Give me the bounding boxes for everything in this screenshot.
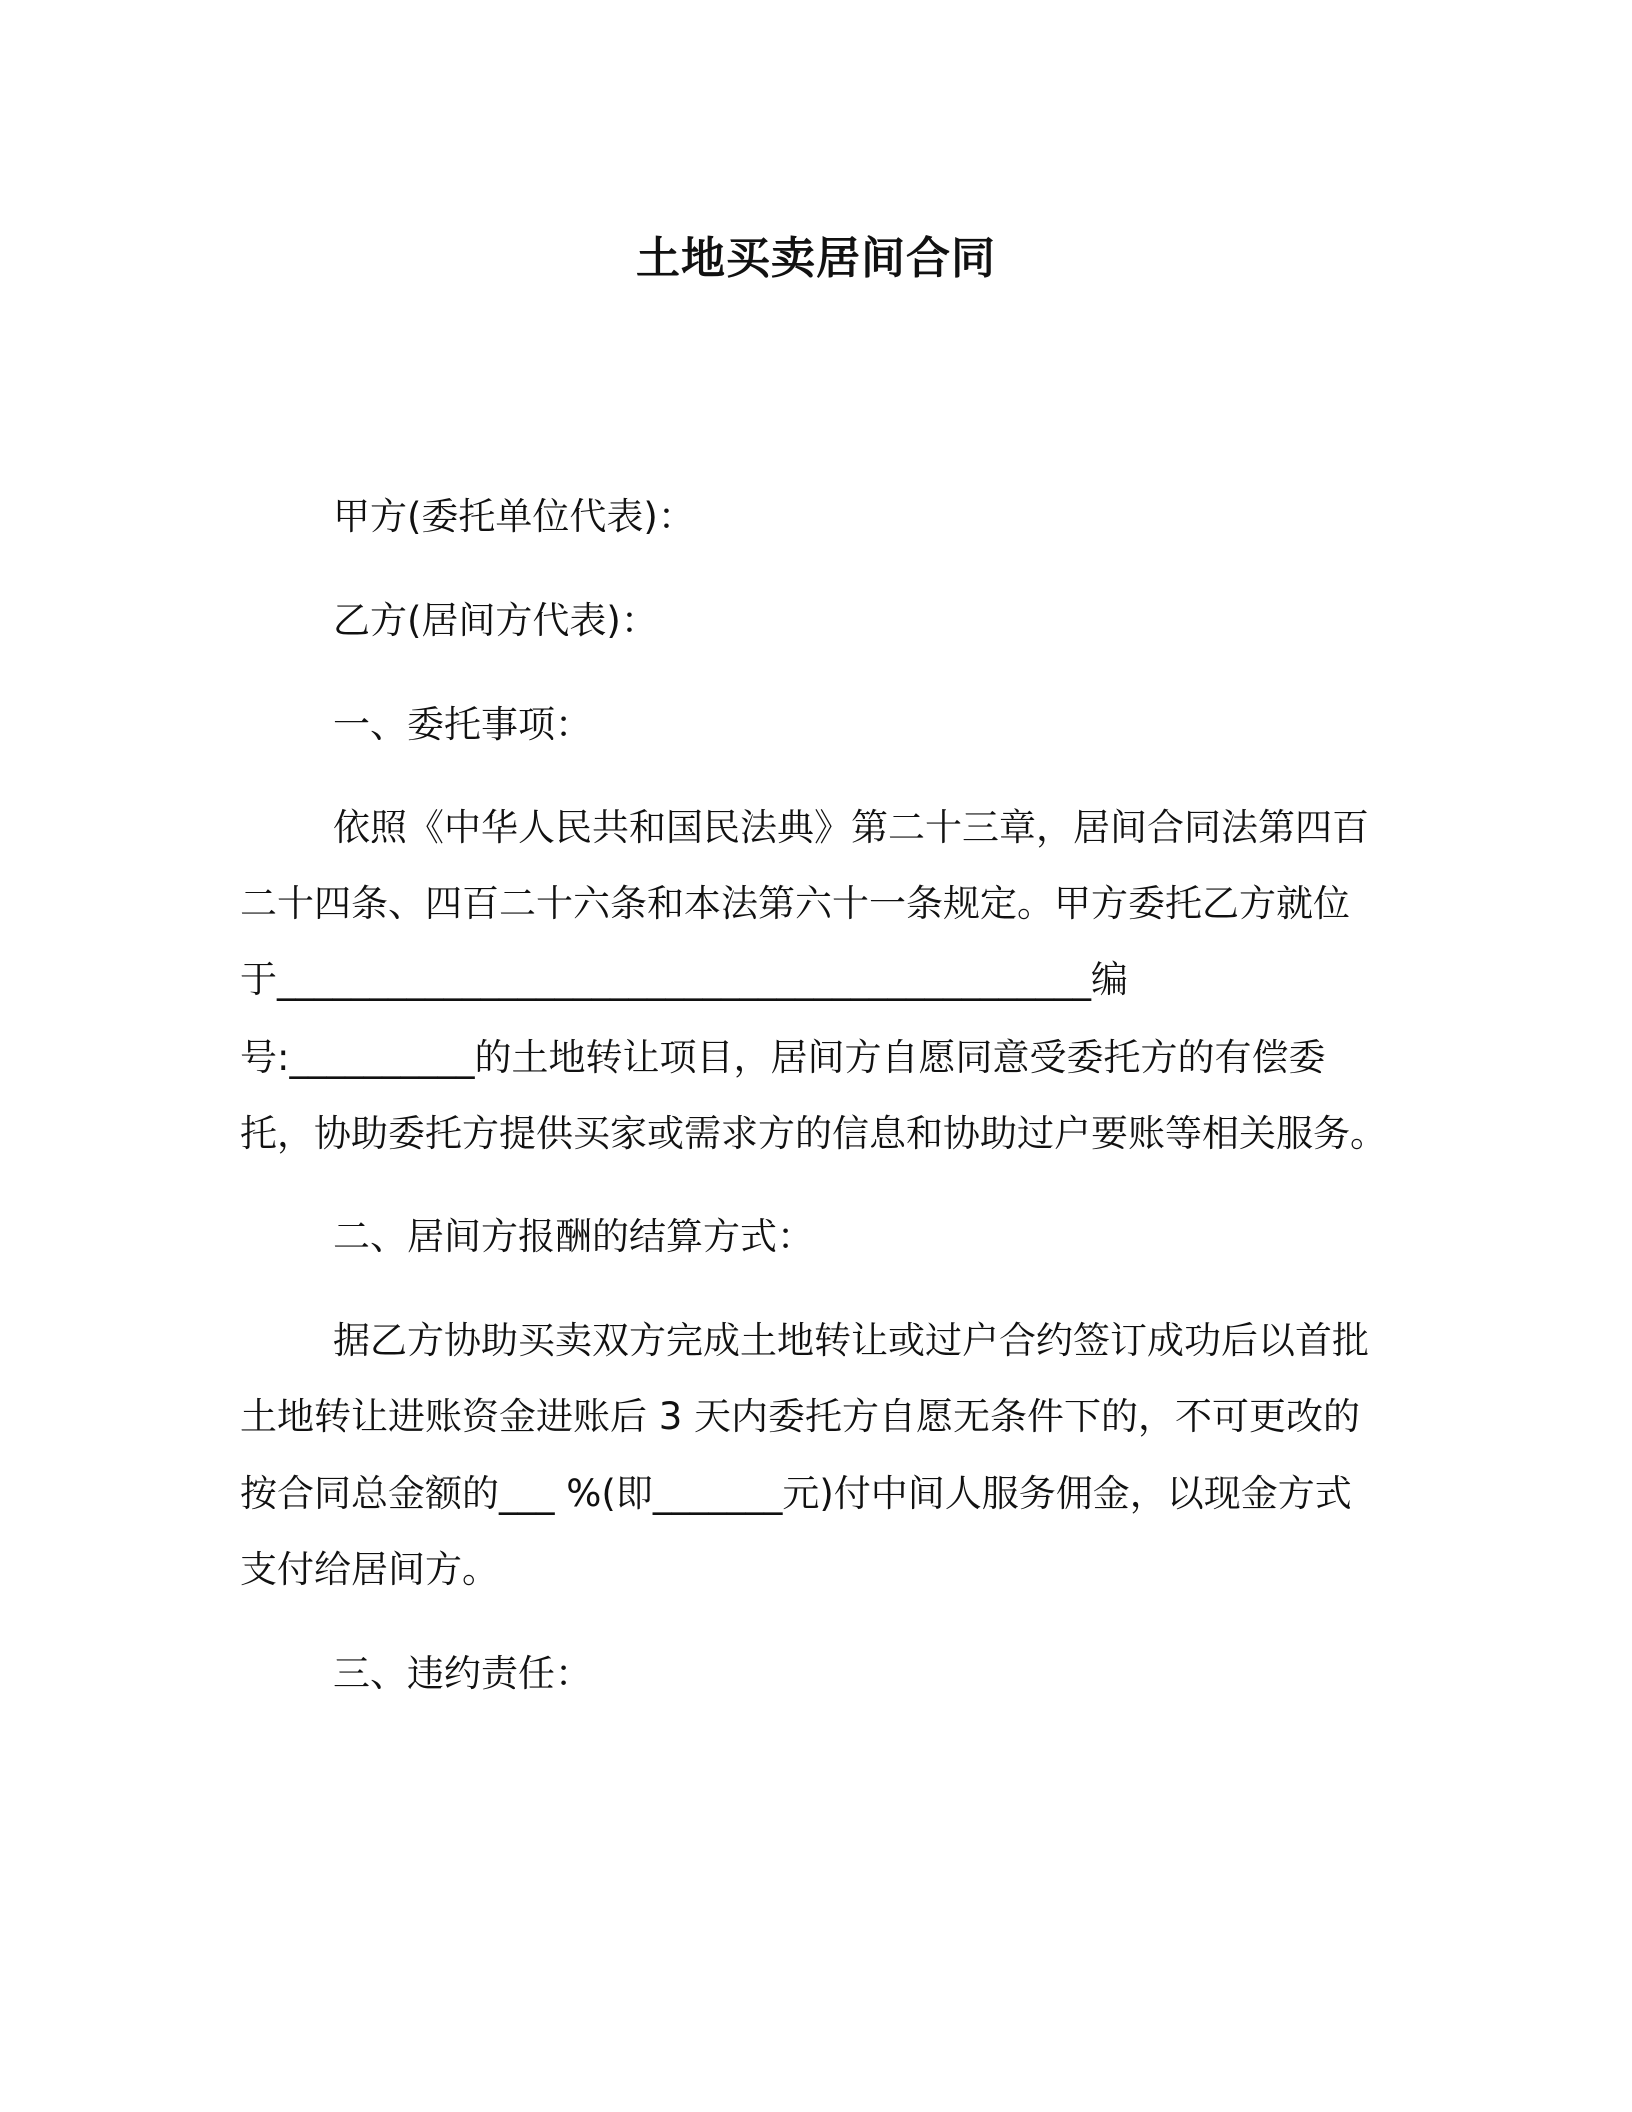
section-2-paragraph-line: 土地转让进账资金进账后 3 天内委托方自愿无条件下的，不可更改的: [240, 1395, 1361, 1438]
section-1-paragraph-line: 二十四条、四百二十六条和本法第六十一条规定。甲方委托乙方就位: [240, 882, 1350, 925]
party-b-line: 乙方(居间方代表)：: [333, 599, 658, 642]
section-1-paragraph-line: 托，协助委托方提供买家或需求方的信息和协助过户要账等相关服务。: [240, 1112, 1387, 1155]
section-1-paragraph-line: 于____________________________________________编: [240, 958, 1128, 1001]
section-2-paragraph-line: 支付给居间方。: [240, 1548, 499, 1591]
document-title: 土地买卖居间合同: [636, 233, 996, 284]
section-1-heading: 一、委托事项：: [333, 703, 592, 746]
section-3-heading: 三、违约责任：: [333, 1652, 592, 1695]
section-2-heading: 二、居间方报酬的结算方式：: [333, 1215, 814, 1258]
section-1-paragraph-line: 依照《中华人民共和国民法典》第二十三章，居间合同法第四百: [333, 806, 1369, 849]
section-1-paragraph-line: 号:__________的土地转让项目，居间方自愿同意受委托方的有偿委: [240, 1036, 1326, 1079]
section-2-paragraph-line: 按合同总金额的___ %(即_______元)付中间人服务佣金，以现金方式: [240, 1472, 1352, 1515]
party-a-line: 甲方(委托单位代表)：: [333, 495, 695, 538]
section-2-paragraph-line: 据乙方协助买卖双方完成土地转让或过户合约签订成功后以首批: [333, 1319, 1369, 1362]
